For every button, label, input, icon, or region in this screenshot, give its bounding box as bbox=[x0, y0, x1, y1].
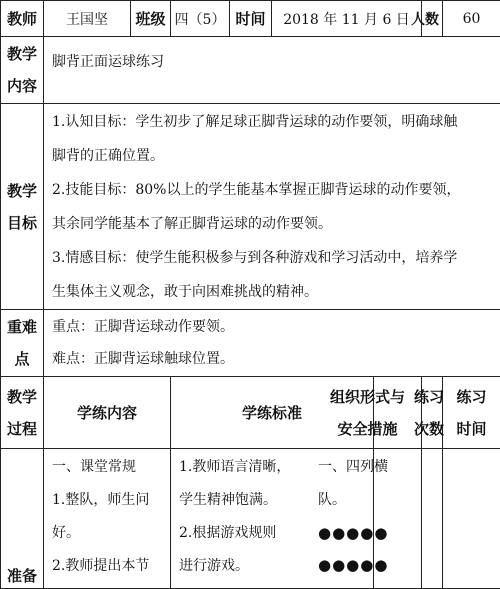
formation-row: ●●●●● bbox=[318, 549, 421, 581]
keypoints-row bbox=[1, 310, 500, 377]
process-org-cell bbox=[374, 449, 422, 589]
goals-row bbox=[1, 104, 500, 310]
time-label: 时间 bbox=[230, 1, 272, 37]
process-content-line: 一、课堂常规 bbox=[52, 451, 166, 484]
count-value: 60 bbox=[443, 1, 500, 37]
content-label bbox=[1, 37, 44, 104]
teacher-name: 王国坚 bbox=[44, 1, 131, 37]
content-text: 脚背正面运球练习 bbox=[44, 37, 500, 104]
goal-line: 2.技能目标：80%以上的学生能基本掌握正脚背运球的动作要领， bbox=[52, 173, 496, 207]
goals-text bbox=[44, 104, 500, 310]
goal-line: 其余同学能基本了解正脚背运球的动作要领。 bbox=[52, 207, 496, 241]
process-org-line: 队。 bbox=[318, 484, 421, 517]
key-point: 重点：正脚背运球动作要领。 bbox=[52, 311, 496, 343]
class-value: 四（5） bbox=[171, 1, 230, 37]
process-standard-line: 进行游戏。 bbox=[179, 550, 369, 583]
process-col-count bbox=[422, 377, 443, 449]
goals-label-line2: 目标 bbox=[1, 207, 43, 239]
process-count-cell bbox=[422, 449, 443, 589]
teacher-label: 教师 bbox=[1, 1, 44, 37]
content-label-line2: 内容 bbox=[1, 70, 43, 102]
process-col-org-line2: 安全措施 bbox=[314, 413, 421, 445]
goal-line: 脚背的正确位置。 bbox=[52, 139, 496, 173]
process-standard-line: 1.教师语言清晰， bbox=[179, 451, 369, 484]
keypoints-text bbox=[44, 310, 500, 377]
content-row bbox=[1, 37, 500, 104]
process-col-stage-line1: 教学 bbox=[1, 381, 43, 413]
count-label-text: 人数 bbox=[411, 9, 439, 29]
process-col-count-line1: 练习 bbox=[414, 381, 442, 413]
process-standard-line: 学生精神饱满。 bbox=[179, 484, 369, 517]
goals-label-line1: 教学 bbox=[1, 175, 43, 207]
process-header-row bbox=[1, 377, 500, 449]
process-standard-line: 2.根据游戏规则 bbox=[179, 517, 369, 550]
keypoints-label-line2: 点 bbox=[1, 343, 43, 375]
goals-label bbox=[1, 104, 44, 310]
process-col-time-line1: 练习 bbox=[443, 381, 500, 413]
header-row bbox=[1, 1, 500, 37]
process-content-cell bbox=[44, 449, 171, 589]
process-time-cell bbox=[443, 449, 500, 589]
process-content-line: 2.教师提出本节 bbox=[52, 550, 166, 583]
goal-line: 1.认知目标：学生初步了解足球正脚背运球的动作要领，明确球触 bbox=[52, 105, 496, 139]
process-stage: 准备 bbox=[1, 449, 44, 589]
process-row-prepare bbox=[1, 449, 500, 589]
difficult-point: 难点：正脚背运球触球位置。 bbox=[52, 343, 496, 375]
process-col-content: 学练内容 bbox=[44, 377, 171, 449]
keypoints-label bbox=[1, 310, 44, 377]
process-col-stage bbox=[1, 377, 44, 449]
process-content-line: 1.整队，师生问 bbox=[52, 484, 166, 517]
time-value: 2018 年 11 月 6 日 bbox=[272, 1, 422, 37]
goal-line: 3.情感目标：使学生能积极参与到各种游戏和学习活动中，培养学 bbox=[52, 241, 496, 275]
content-label-line1: 教学 bbox=[1, 38, 43, 70]
process-col-time-line2: 时间 bbox=[443, 413, 500, 445]
process-col-standard: 学练标准 bbox=[171, 377, 374, 449]
count-label bbox=[422, 1, 443, 37]
goal-line: 生集体主义观念，敢于向困难挑战的精神。 bbox=[52, 275, 496, 309]
process-col-time bbox=[443, 377, 500, 449]
keypoints-label-line1: 重难 bbox=[1, 311, 43, 343]
process-col-stage-line2: 过程 bbox=[1, 413, 43, 445]
process-col-org-line1: 组织形式与 bbox=[314, 381, 421, 413]
process-content-line: 好。 bbox=[52, 517, 166, 550]
process-org-line: 一、四列横 bbox=[318, 451, 421, 484]
class-label: 班级 bbox=[131, 1, 171, 37]
formation-row: ●●●●● bbox=[318, 517, 421, 549]
process-col-count-line2: 次数 bbox=[414, 413, 442, 445]
